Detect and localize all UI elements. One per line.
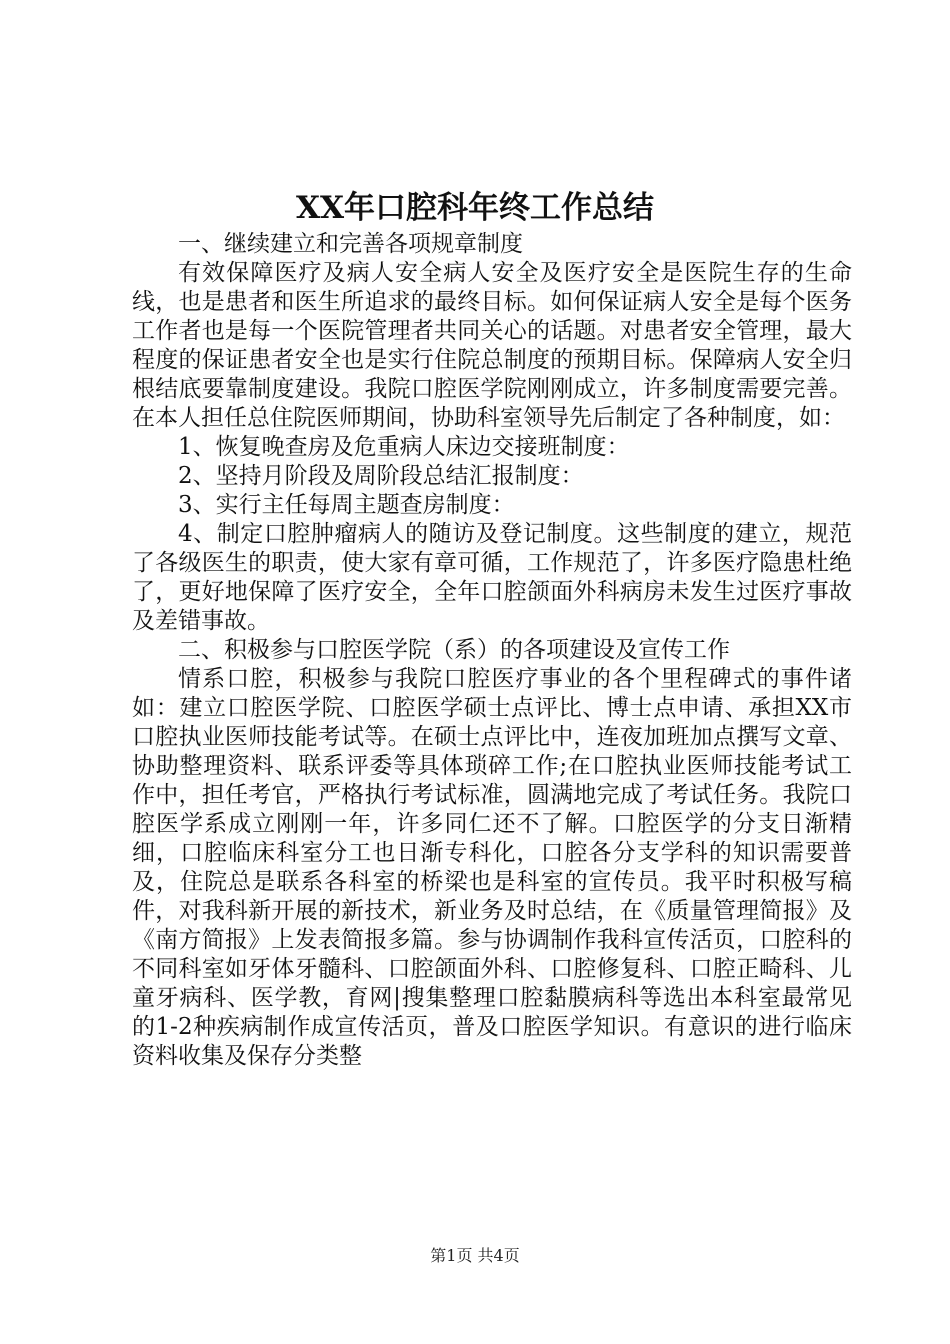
page-suffix: 页 (503, 1246, 520, 1265)
list-item-1: 1、恢复晚查房及危重病人床边交接班制度： (178, 434, 630, 460)
page-prefix: 第 (430, 1246, 447, 1265)
list-item-2: 2、坚持月阶段及周阶段总结汇报制度： (178, 463, 584, 489)
list-item-4: 4、制定口腔肿瘤病人的随访及登记制度。这些制度的建立，规范了各级医生的职责，使大家有章可循，工作规范了，许多医疗隐患杜绝了，更好地保障了医疗安全，全年口腔颌面外科病房未发生过医疗事故及差错事故。 (132, 521, 852, 634)
document-title: XX年口腔科年终工作总结 (295, 190, 655, 226)
section-heading-2: 二、积极参与口腔医学院（系）的各项建设及宣传工作 (178, 637, 730, 663)
paragraph-promotion: 情系口腔，积极参与我院口腔医疗事业的各个里程碑式的事件诸如：建立口腔医学院、口腔医学硕士点评比、博士点申请、承担XX市口腔执业医师技能考试等。在硕士点评比中，连夜加班加点撰写文章、协助整理资料、联系评委等具体琐碎工作;在口腔执业医师技能考试工作中，担任考官，严格执行考试标准，圆满地完成了考试任务。我院口腔医学系成立刚刚一年，许多同仁还不了解。口腔医学的分支日渐精细，口腔临床科室分工也日渐专科化，口腔各分支学科的知识需要普及，住院总是联系各科室的桥梁也是科室的宣传员。我平时积极写稿件，对我科新开展的新技术，新业务及时总结，在《质量管理简报》及《南方简报》上发表简报多篇。参与协调制作我科宣传活页，口腔科的不同科室如牙体牙髓科、口腔颌面外科、口腔修复科、口腔正畸科、儿童牙病科、医学教，育网|搜集整理口腔黏膜病科等选出本科室最常见的1-2种疾病制作成宣传活页，普及口腔医学知识。有意识的进行临床资料收集及保存分类整 (132, 666, 852, 1069)
page-mid: 页 共 (456, 1246, 494, 1265)
list-item-3: 3、实行主任每周主题查房制度： (178, 492, 515, 518)
document-body (132, 230, 852, 1071)
page-total: 4 (493, 1246, 504, 1265)
section-heading-1: 一、继续建立和完善各项规章制度 (178, 231, 523, 257)
page-current: 1 (446, 1246, 457, 1265)
paragraph-safety: 有效保障医疗及病人安全病人安全及医疗安全是医院生存的生命线，也是患者和医生所追求的最终目标。如何保证病人安全是每个医务工作者也是每一个医院管理者共同关心的话题。对患者安全管理，最大程度的保证患者安全也是实行住院总制度的预期目标。保障病人安全归根结底要靠制度建设。我院口腔医学院刚刚成立，许多制度需要完善。在本人担任总住院医师期间，协助科室领导先后制定了各种制度，如： (132, 260, 852, 431)
page-footer (0, 1244, 950, 1268)
